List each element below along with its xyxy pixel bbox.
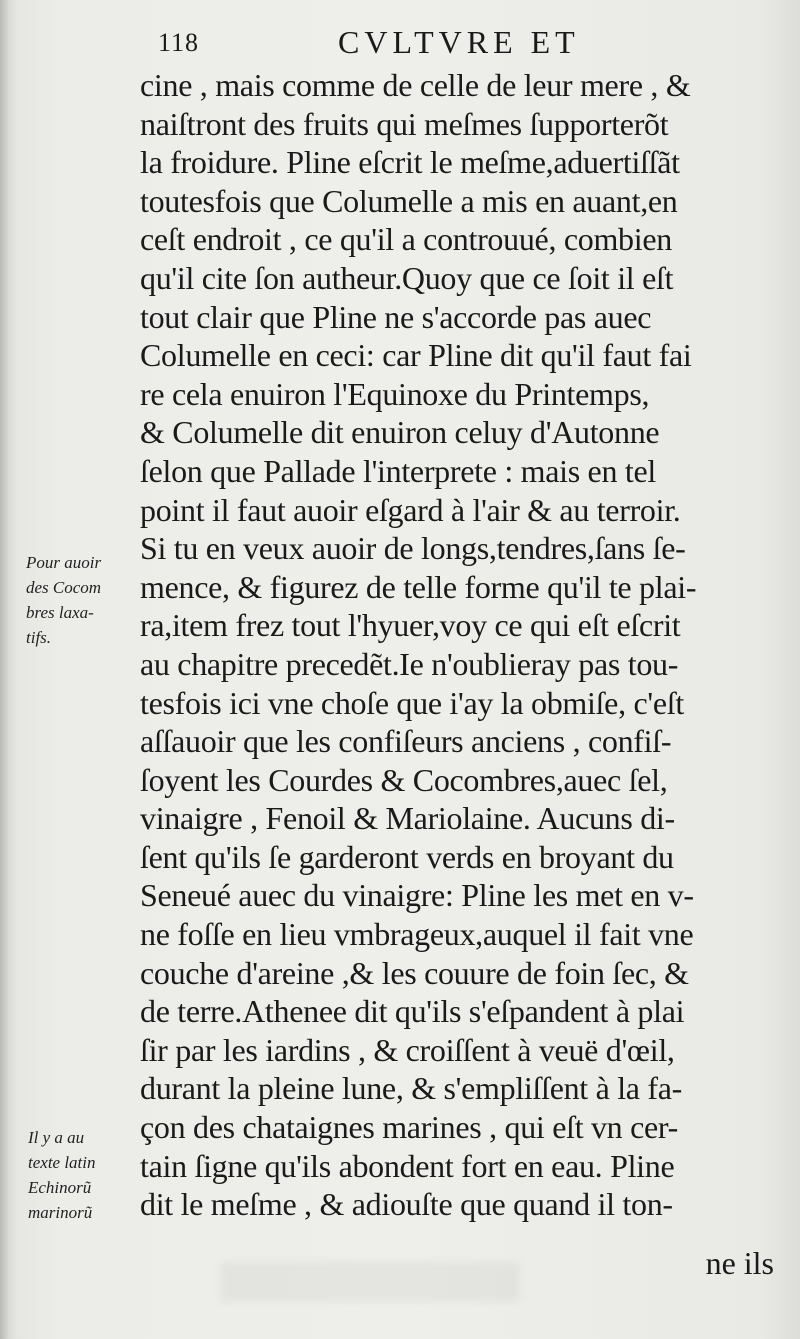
text-line: tesfois ici vne choſe que i'ay la obmiſe, c'eſt <box>140 684 684 721</box>
catchword: ne ils <box>705 1245 774 1281</box>
text-line: vinaigre , Fenoil & Mariolaine. Aucuns di- <box>140 800 675 837</box>
text-line: qu'il cite ſon autheur.Quoy que ce ſoit il eſt <box>140 259 674 296</box>
text-line: durant la pleine lune, & s'empliſſent à la fa- <box>140 1070 682 1107</box>
text-line: tain ſigne qu'ils abondent fort en eau. Pline <box>140 1147 675 1184</box>
text-line: toutesfois que Columelle a mis en auant,en <box>140 182 678 219</box>
text-line: au chapitre precedẽt.Ie n'oublieray pas tou- <box>140 645 679 682</box>
text-line: ra,item frez tout l'hyuer,voy ce qui eſt eſcrit <box>140 607 681 644</box>
text-line: point il faut auoir eſgard à l'air & au terroir. <box>140 491 681 528</box>
text-line: aſſauoir que les confiſeurs anciens , confiſ- <box>140 723 672 760</box>
text-line: Columelle en ceci: car Pline dit qu'il faut fai <box>140 337 692 374</box>
text-line: çon des chataignes marines , qui eſt vn cer- <box>140 1109 678 1146</box>
running-head: CVLTVRE ET <box>338 24 580 60</box>
margin-note <box>28 1125 153 1225</box>
margin-note-line: marinorũ <box>28 1203 93 1222</box>
text-line: de terre.Athenee dit qu'ils s'eſpandent à plai <box>140 993 685 1030</box>
text-line: mence, & figurez de telle forme qu'il te plai- <box>140 568 697 605</box>
body-text <box>140 66 780 1224</box>
text-line: ceſt endroit , ce qu'il a controuué, combien <box>140 221 672 258</box>
text-line: ſelon que Pallade l'interprete : mais en tel <box>140 452 656 489</box>
text-line: dit le meſme , & adiouſte que quand il ton- <box>140 1186 673 1223</box>
text-line: tout clair que Pline ne s'accorde pas auec <box>140 298 652 335</box>
margin-note-line: bres laxa- <box>26 603 94 622</box>
text-line: naiſtront des fruits qui meſmes ſupporterõt <box>140 105 669 142</box>
margin-note-line: Il y a au <box>28 1128 85 1147</box>
text-line: cine , mais comme de celle de leur mere , & <box>140 67 691 103</box>
text-line: la froidure. Pline eſcrit le meſme,aduertiſſãt <box>140 144 680 181</box>
bleed-through-shadow <box>220 1262 520 1302</box>
text-line: Seneué auec du vinaigre: Pline les met en v- <box>140 877 694 914</box>
margin-note-line: Pour auoir <box>26 553 102 572</box>
text-line: re cela enuiron l'Equinoxe du Printemps, <box>140 375 650 412</box>
margin-note-line: tifs. <box>26 628 52 647</box>
text-line: ſent qu'ils ſe garderont verds en broyant du <box>140 838 674 875</box>
page-number: 118 <box>158 28 200 57</box>
margin-note-line: des Cocom <box>26 578 102 597</box>
margin-note-line: Echinorũ <box>28 1178 92 1197</box>
page-header <box>158 22 778 62</box>
margin-note-line: texte latin <box>28 1153 96 1172</box>
text-line: ne foſſe en lieu vmbrageux,auquel il fait vne <box>140 916 694 953</box>
text-line: couche d'areine ,& les couure de foin ſec, & <box>140 954 689 991</box>
text-line: ſoyent les Courdes & Cocombres,auec ſel, <box>140 761 668 798</box>
page-edge <box>0 0 8 1339</box>
text-line: Si tu en veux auoir de longs,tendres,ſans ſe- <box>140 530 686 567</box>
text-line: & Columelle dit enuiron celuy d'Autonne <box>140 414 660 451</box>
margin-note <box>26 550 151 650</box>
text-line: ſir par les iardins , & croiſſent à veuë d'œil, <box>140 1031 675 1068</box>
